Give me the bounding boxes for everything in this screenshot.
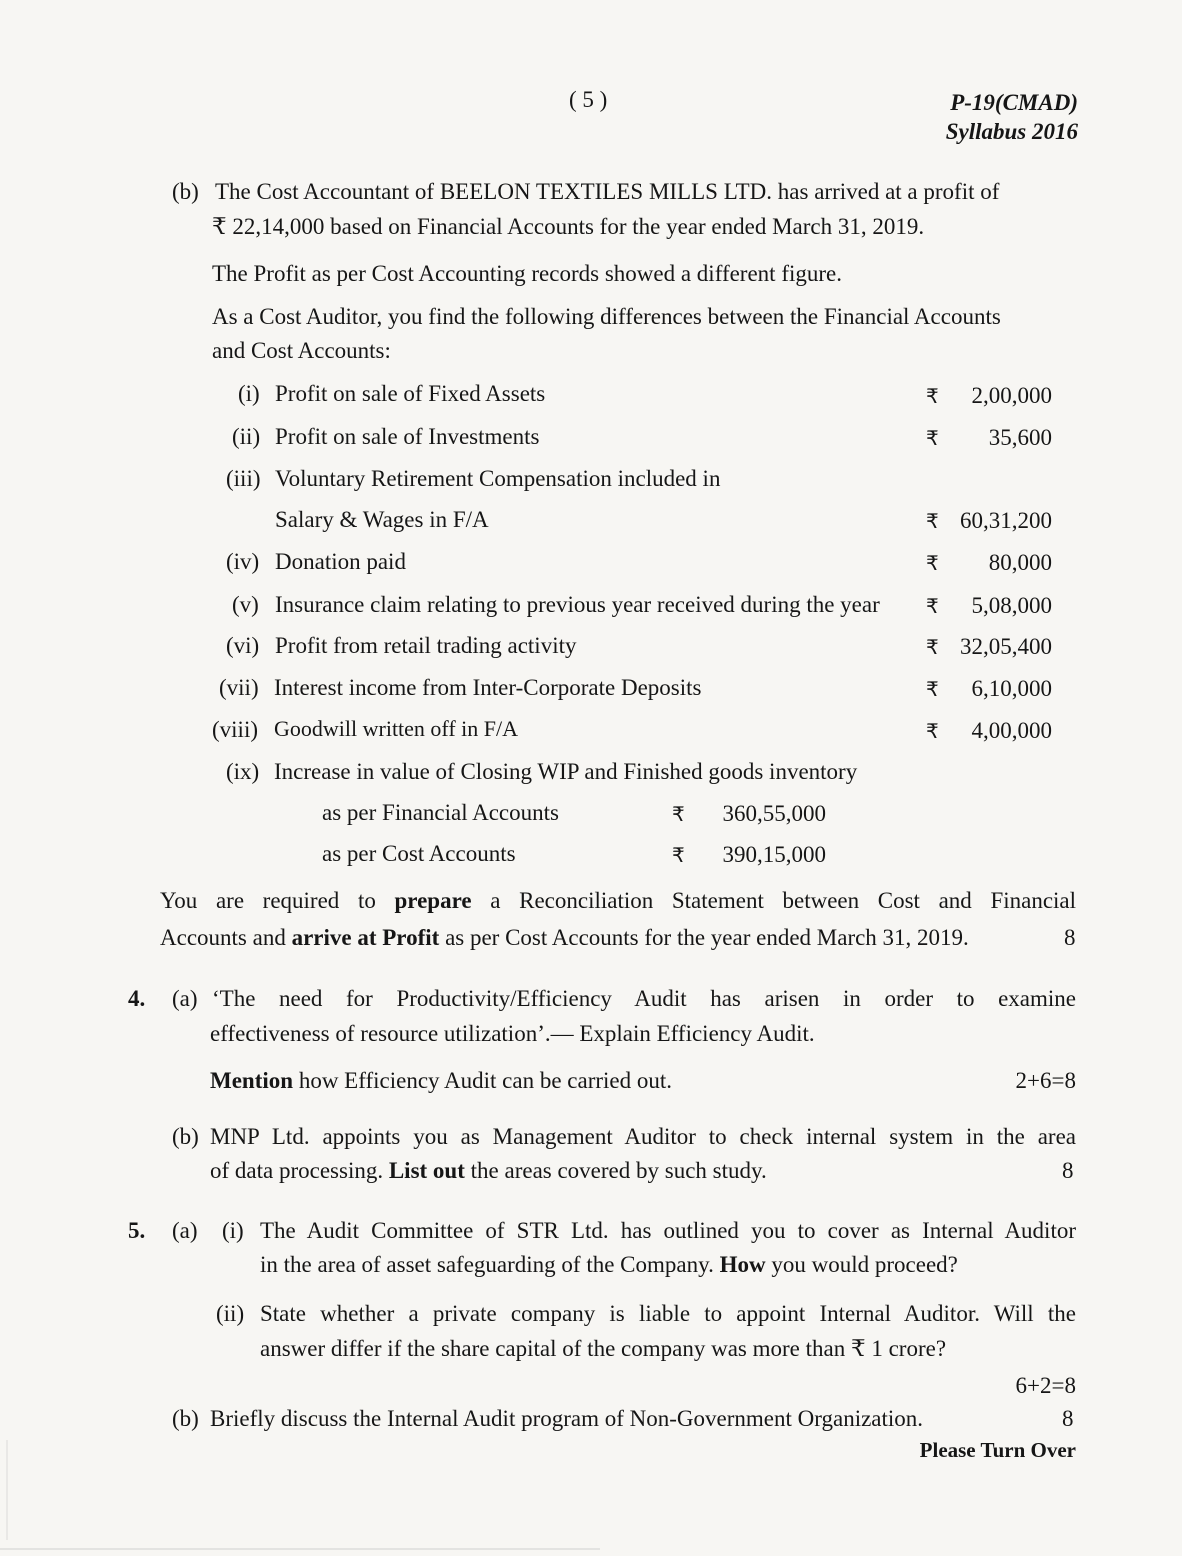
item-number: (iv)	[226, 549, 260, 574]
item-text: Goodwill written off in F/A	[274, 716, 519, 741]
item-text-continued: Salary & Wages in F/A	[275, 507, 489, 532]
item-text: Insurance claim relating to previous year received during the year	[275, 592, 880, 617]
q5a-marks: 6+2=8	[1015, 1373, 1076, 1398]
item-amount: 4,00,000	[971, 718, 1052, 743]
q4a-line1: ‘The need for Productivity/Efficiency Audit has arisen in order to examine	[212, 986, 1076, 1011]
q4b-bold: List out	[388, 1158, 465, 1183]
item-number: (ii)	[232, 424, 261, 449]
q4b-label: (b)	[172, 1124, 199, 1149]
q5-number: 5.	[128, 1218, 146, 1243]
q5a-label: (a)	[172, 1218, 198, 1243]
rupee-symbol: ₹	[926, 509, 939, 533]
scan-edge-mark	[6, 1440, 8, 1540]
q4a-marks: 2+6=8	[1015, 1068, 1076, 1093]
scan-edge-line	[0, 1548, 600, 1550]
rupee-symbol: ₹	[926, 719, 939, 743]
item-text: Profit on sale of Investments	[275, 424, 540, 449]
q5b-label: (b)	[172, 1406, 199, 1431]
q5a-ii-line1: State whether a private company is liable to appoint Internal Auditor. Will the	[260, 1301, 1076, 1326]
syllabus-label: Syllabus 2016	[945, 119, 1078, 144]
item-text: Profit on sale of Fixed Assets	[275, 381, 546, 406]
q5a-ii-line2: answer differ if the share capital of the company was more than ₹ 1 crore?	[260, 1336, 947, 1361]
q3b-intro-line1: The Cost Accountant of BEELON TEXTILES MILLS LTD. has arrived at a profit of	[215, 179, 1000, 204]
rupee-symbol: ₹	[672, 802, 685, 826]
item-amount: 60,31,200	[960, 508, 1052, 533]
item-text: Profit from retail trading activity	[275, 633, 577, 658]
q5a-i-text: in the area of asset safeguarding of the Company.	[260, 1252, 714, 1277]
rupee-symbol: ₹	[926, 677, 939, 701]
q4b-text: of data processing.	[210, 1158, 384, 1183]
q5a-i-line1: The Audit Committee of STR Ltd. has outlined you to cover as Internal Auditor	[260, 1218, 1076, 1243]
q4a-label: (a)	[172, 986, 198, 1011]
req-bold: prepare	[394, 888, 472, 913]
rupee-symbol: ₹	[926, 384, 939, 408]
req-text: Accounts and	[160, 925, 286, 950]
q3b-para2: The Profit as per Cost Accounting records showed a different figure.	[212, 261, 842, 286]
q4b-text: the areas covered by such study.	[470, 1158, 767, 1183]
page-number: ( 5 )	[569, 87, 608, 112]
item-amount: 2,00,000	[971, 383, 1052, 408]
paper-code: P-19(CMAD)	[950, 90, 1078, 115]
q5b-text: Briefly discuss the Internal Audit program of Non-Government Organization.	[210, 1406, 924, 1431]
q3b-requirement-line1	[160, 889, 1076, 912]
item-number: (vi)	[226, 633, 260, 658]
item-text: Increase in value of Closing WIP and Finished goods inventory	[274, 759, 858, 784]
q4b-line2	[210, 1159, 767, 1182]
q3b-intro-line2: ₹ 22,14,000 based on Financial Accounts for the year ended March 31, 2019.	[212, 214, 925, 239]
q4a-line2: effectiveness of resource utilization’.— Explain Efficiency Audit.	[210, 1021, 815, 1046]
sub-item-text: as per Financial Accounts	[322, 800, 559, 825]
q5a-i-label: (i)	[222, 1218, 244, 1243]
item-number: (viii)	[212, 717, 258, 742]
q5a-i-text: you would proceed?	[771, 1252, 958, 1277]
req-text: You are required to	[160, 888, 376, 913]
item-number: (ix)	[226, 759, 260, 784]
q4a-line3	[210, 1069, 672, 1092]
req-text: as per Cost Accounts for the year ended March 31, 2019.	[445, 925, 969, 950]
item-text: Interest income from Inter-Corporate Deposits	[274, 675, 702, 700]
rupee-symbol: ₹	[926, 594, 939, 618]
item-amount: 32,05,400	[960, 634, 1052, 659]
q5a-i-bold: How	[719, 1252, 766, 1277]
rupee-symbol: ₹	[926, 426, 939, 450]
q4a-text: how Efficiency Audit can be carried out.	[298, 1068, 673, 1093]
item-amount: 5,08,000	[971, 593, 1052, 618]
rupee-symbol: ₹	[672, 843, 685, 867]
q4a-bold: Mention	[210, 1068, 294, 1093]
q4-number: 4.	[128, 986, 146, 1011]
item-amount: 35,600	[988, 425, 1052, 450]
req-text: a Reconciliation Statement between Cost and Financial	[490, 888, 1077, 913]
rupee-symbol: ₹	[926, 635, 939, 659]
rupee-symbol: ₹	[926, 551, 939, 575]
item-text: Voluntary Retirement Compensation included in	[275, 466, 721, 491]
q4b-line1: MNP Ltd. appoints you as Management Auditor to check internal system in the area	[210, 1124, 1076, 1149]
q3b-para3-line1: As a Cost Auditor, you find the following differences between the Financial Accounts	[212, 304, 1001, 329]
item-number: (iii)	[226, 466, 261, 491]
item-number: (v)	[232, 592, 259, 617]
q4b-marks: 8	[1062, 1158, 1074, 1183]
sub-item-amount: 390,15,000	[722, 842, 826, 867]
item-text: Donation paid	[275, 549, 406, 574]
q5a-i-line2	[260, 1253, 958, 1276]
q3b-marks: 8	[1064, 925, 1076, 950]
please-turn-over: Please Turn Over	[919, 1438, 1076, 1462]
item-amount: 80,000	[988, 550, 1052, 575]
sub-item-amount: 360,55,000	[722, 801, 826, 826]
sub-item-text: as per Cost Accounts	[322, 841, 516, 866]
item-number: (i)	[238, 381, 260, 406]
q3b-label: (b)	[172, 179, 199, 204]
req-bold: arrive at Profit	[291, 925, 440, 950]
q3b-requirement-line2	[160, 926, 969, 949]
q3b-para3-line2: and Cost Accounts:	[212, 338, 391, 363]
q5b-marks: 8	[1062, 1406, 1074, 1431]
item-number: (vii)	[219, 675, 259, 700]
item-amount: 6,10,000	[971, 676, 1052, 701]
q5a-ii-label: (ii)	[216, 1301, 245, 1326]
